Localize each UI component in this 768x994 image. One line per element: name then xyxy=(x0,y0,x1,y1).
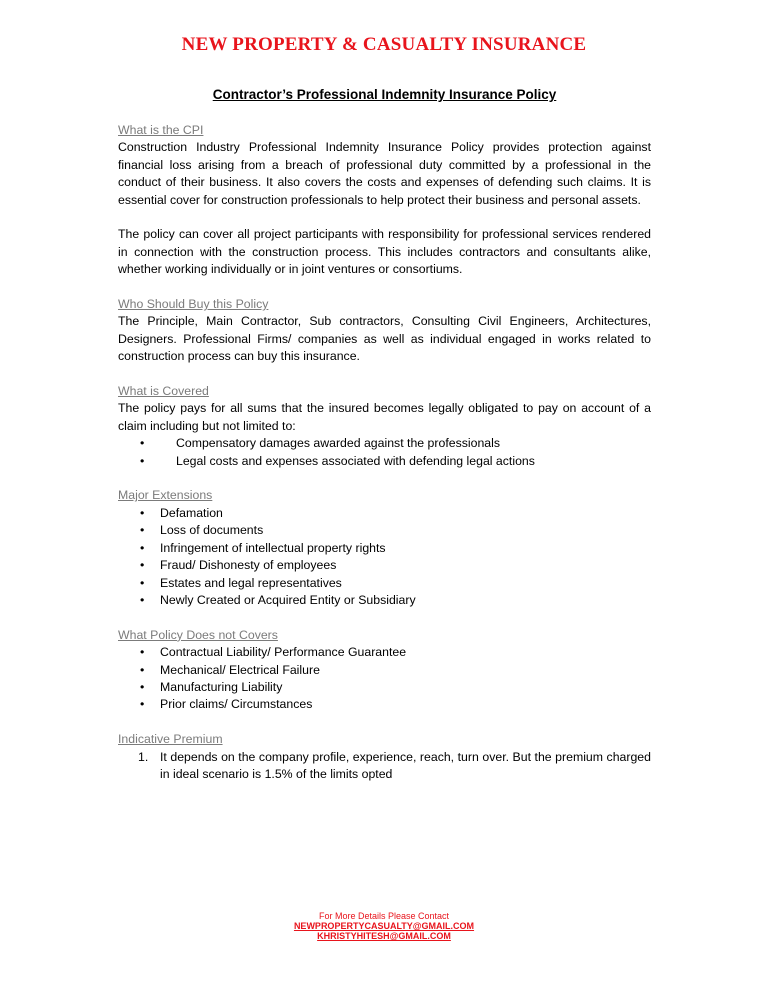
cpi-paragraph-2: The policy can cover all project participants with responsibility for professional services rendered in connection with the construction process. This includes contractors and consultants alike, whether working individually or in joint ventures or consortiums. xyxy=(118,227,651,277)
company-name: NEW PROPERTY & CASUALTY INSURANCE xyxy=(181,34,587,55)
section-heading-exclusions: What Policy Does not Covers xyxy=(118,627,278,642)
list-item: • Legal costs and expenses associated with defending legal actions xyxy=(118,453,651,470)
covered-list xyxy=(118,435,651,470)
list-item: • Prior claims/ Circumstances xyxy=(118,696,651,713)
list-item: • Defamation xyxy=(118,505,651,522)
covered-paragraph: The policy pays for all sums that the insured becomes legally obligated to pay on account of a claim including but not limited to: xyxy=(118,401,651,433)
list-number: 1. xyxy=(138,749,149,764)
list-item: • Manufacturing Liability xyxy=(118,679,651,696)
exclusions-list xyxy=(118,644,651,714)
contact-email-2[interactable]: KHRISTYHITESH@GMAIL.COM xyxy=(317,931,451,941)
list-item: • Mechanical/ Electrical Failure xyxy=(118,662,651,679)
document-body xyxy=(118,122,651,783)
contact-footer xyxy=(0,911,768,941)
section-heading-who: Who Should Buy this Policy xyxy=(118,297,269,312)
cpi-paragraph-1: Construction Industry Professional Indemnity Insurance Policy provides protection against financial loss arising from a breach of professional duty committed by a professional in the conduct of their business. It also covers the costs and expenses of defending such claims. It is essential cover for construction professionals to help protect their business and personal assets. xyxy=(118,140,651,207)
contact-email-1[interactable]: NEWPROPERTYCASUALTY@GMAIL.COM xyxy=(293,921,475,931)
section-heading-covered: What is Covered xyxy=(118,384,209,399)
extensions-list xyxy=(118,505,651,609)
list-item: • Fraud/ Dishonesty of employees xyxy=(118,557,651,574)
section-heading-cpi: What is the CPI xyxy=(118,123,204,137)
premium-text: It depends on the company profile, experience, reach, turn over. But the premium charged in ideal scenario is 1.5% of the limits opted xyxy=(160,749,651,781)
section-heading-premium: Indicative Premium xyxy=(118,732,223,747)
list-item: • Loss of documents xyxy=(118,522,651,539)
document-title: Contractor’s Professional Indemnity Insurance Policy xyxy=(212,87,557,102)
list-item xyxy=(118,749,651,784)
section-heading-extensions: Major Extensions xyxy=(118,488,213,503)
list-item: • Newly Created or Acquired Entity or Subsidiary xyxy=(118,592,651,609)
contact-line: For More Details Please Contact xyxy=(318,911,450,921)
who-paragraph: The Principle, Main Contractor, Sub contractors, Consulting Civil Engineers, Architectures, Designers. Professional Firms/ companies as well as individual engaged in works related to construction process can buy this insurance. xyxy=(118,314,651,364)
list-item: • Compensatory damages awarded against the professionals xyxy=(118,435,651,452)
list-item: • Infringement of intellectual property rights xyxy=(118,540,651,557)
list-item: • Contractual Liability/ Performance Guarantee xyxy=(118,644,651,661)
premium-list xyxy=(118,749,651,784)
list-item: • Estates and legal representatives xyxy=(118,575,651,592)
